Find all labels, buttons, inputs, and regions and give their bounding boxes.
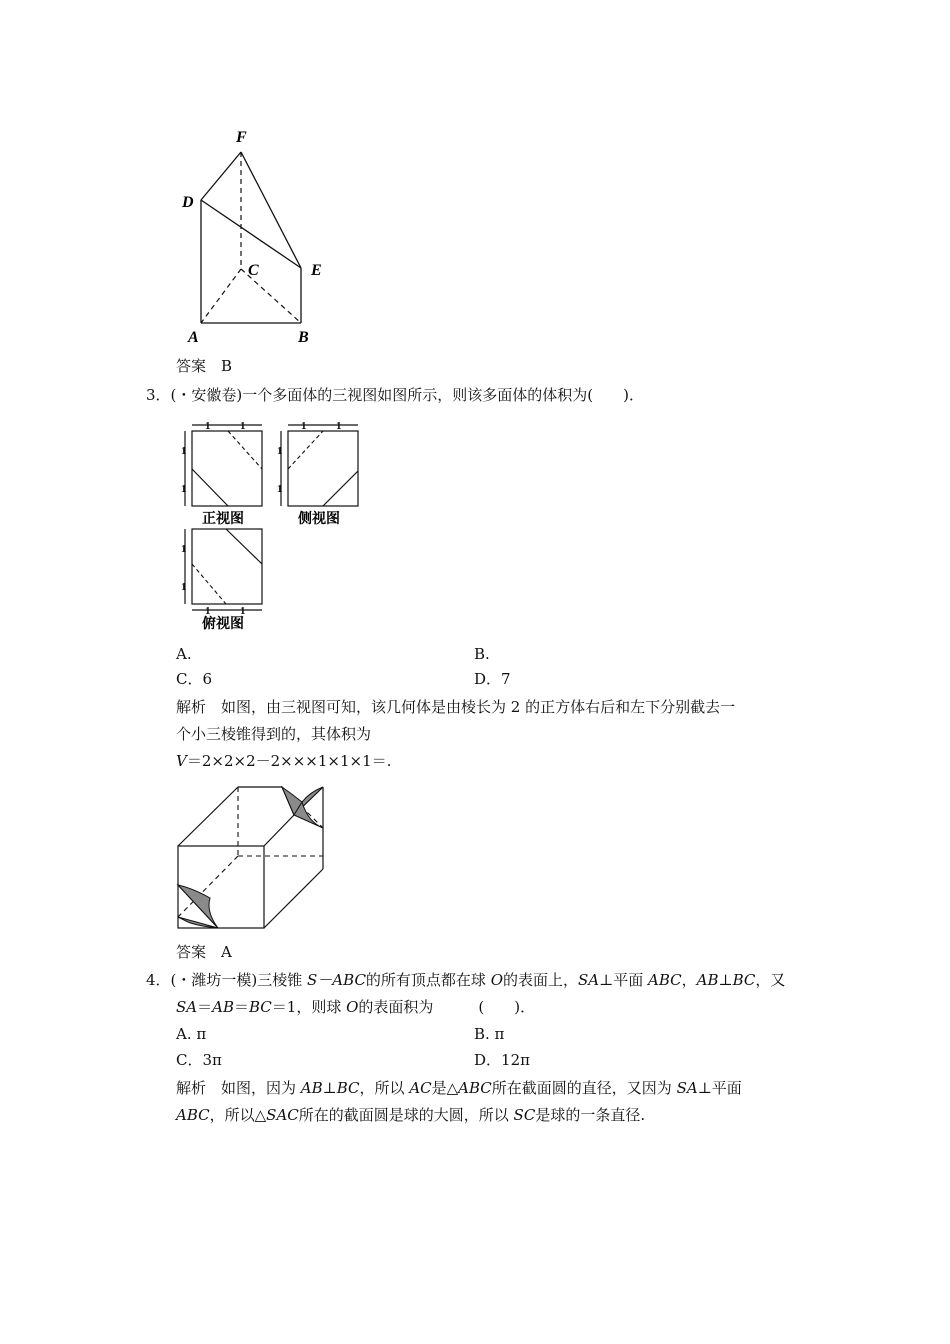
q4-option-b: B. π (474, 1025, 505, 1043)
q3-formula: V＝2×2×2－2×××1×1×1＝. (176, 752, 392, 770)
q3-option-c: C．6 (176, 670, 213, 688)
q4-option-a: A. π (176, 1025, 207, 1043)
q3-analysis-line2: 个小三棱锥得到的，其体积为 (176, 725, 372, 743)
label-A: A (188, 329, 199, 346)
q4-option-c: C．3π (176, 1051, 222, 1069)
dim-top-left-1: 1 (181, 543, 187, 555)
cube-figure (170, 780, 340, 935)
caption-side-view: 侧视图 (298, 511, 340, 527)
q3-analysis-line1: 解析 如图，由三视图可知，该几何体是由棱长为 2 的正方体右后和左下分别截去一 (176, 698, 736, 716)
caption-top-view: 俯视图 (202, 616, 244, 632)
dim-side-top-2: 1 (336, 420, 342, 432)
q4-stem-line1: 4．(・潍坊一模)三棱锥 S－ABC的所有顶点都在球 O的表面上，SA⊥平面 ABC，AB⊥BC，又 (146, 971, 786, 989)
prism-figure (170, 120, 350, 350)
label-D: D (182, 194, 194, 211)
dim-side-left-1: 1 (277, 445, 283, 457)
q3-option-d: D．7 (474, 670, 511, 688)
dim-side-top-1: 1 (301, 420, 307, 432)
q4-option-d: D．12π (474, 1051, 530, 1069)
q4-analysis-line2: ABC，所以△SAC所在的截面圆是球的大圆，所以 SC是球的一条直径. (176, 1106, 646, 1124)
three-views-figure (176, 414, 376, 639)
dim-front-top-2: 1 (240, 420, 246, 432)
dim-top-left-2: 1 (181, 581, 187, 593)
label-B: B (298, 329, 309, 346)
dim-top-bottom-2: 1 (240, 605, 246, 617)
dim-front-left-2: 1 (181, 483, 187, 495)
label-F: F (236, 129, 247, 146)
q3-stem: 3．(・安徽卷)一个多面体的三视图如图所示，则该多面体的体积为( )． (146, 386, 644, 404)
q4-stem-line2: SA＝AB＝BC＝1，则球 O的表面积为 ( )． (176, 998, 536, 1016)
caption-front-view: 正视图 (202, 511, 244, 527)
q2-answer: 答案 B (176, 357, 233, 375)
label-E: E (311, 262, 322, 279)
q3-option-a: A. (176, 645, 192, 663)
q4-analysis-line1: 解析 如图，因为 AB⊥BC，所以 AC是△ABC所在截面圆的直径，又因为 SA⊥平面 (176, 1079, 742, 1097)
q3-option-b: B. (474, 645, 490, 663)
dim-side-left-2: 1 (277, 483, 283, 495)
q3-answer: 答案 A (176, 943, 232, 961)
label-C: C (248, 262, 259, 279)
dim-top-bottom-1: 1 (205, 605, 211, 617)
dim-front-top-1: 1 (205, 420, 211, 432)
dim-front-left-1: 1 (181, 445, 187, 457)
